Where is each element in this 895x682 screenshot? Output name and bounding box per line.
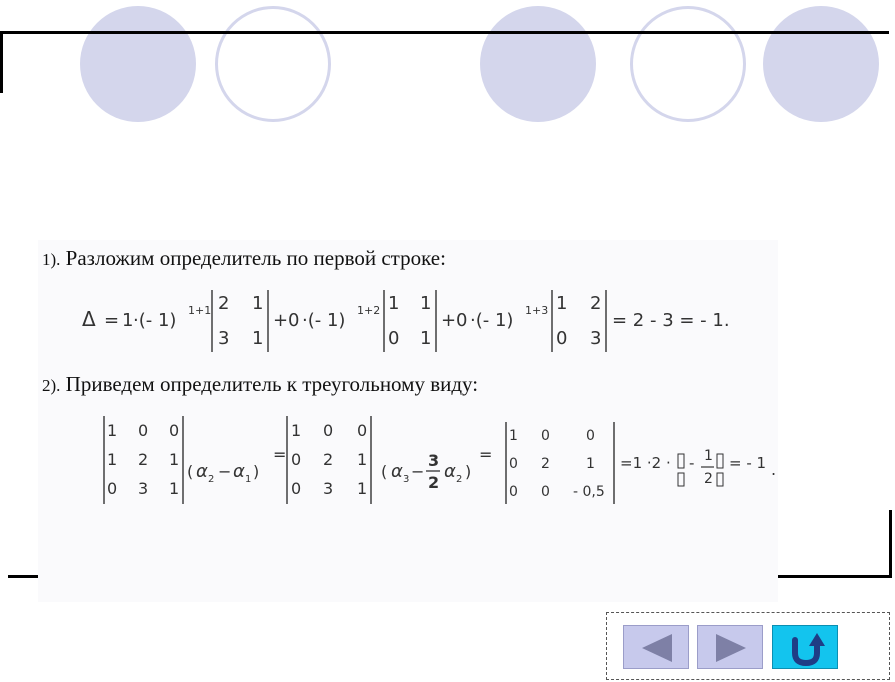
step-2-heading <box>42 372 478 397</box>
mB-12: 0 <box>323 421 334 440</box>
mC-21: 0 <box>509 456 518 472</box>
f1-result: = 2 - 3 = - 1. <box>612 310 730 331</box>
f1-coef-3: 0 <box>456 310 468 331</box>
decor-circle-4 <box>630 6 746 122</box>
f1-m2-11: 1 <box>388 293 400 314</box>
op1-minus: − <box>218 462 232 481</box>
mA-21: 1 <box>107 450 118 469</box>
mC-12: 0 <box>541 428 550 444</box>
mA-33: 1 <box>169 479 180 498</box>
f1-exp-2: 1+2 <box>357 304 381 317</box>
formula-1 <box>40 280 800 360</box>
mA-23: 1 <box>169 450 180 469</box>
bottom-right-tick <box>889 510 892 578</box>
return-button[interactable] <box>772 625 838 669</box>
triangle-right-icon <box>698 626 764 670</box>
next-slide-button[interactable] <box>697 625 763 669</box>
f1-exp-1: 1+1 <box>188 304 212 317</box>
op2-minus: − <box>411 462 425 481</box>
mA-13: 0 <box>169 421 180 440</box>
mB-13: 0 <box>357 421 368 440</box>
f1-m2-21: 0 <box>388 328 400 349</box>
step-2-text: Приведем определитель к треугольному виду: <box>65 372 479 396</box>
f1-m3-12: 2 <box>590 293 602 314</box>
f2-eq-2: = <box>479 445 493 464</box>
mB-21: 0 <box>291 450 302 469</box>
f1-m2-12: 1 <box>420 293 432 314</box>
f2-eq-1: = <box>273 445 287 464</box>
missing-glyph-box <box>717 473 723 486</box>
f2-frac-den: 2 <box>704 471 713 487</box>
f1-m3-22: 3 <box>590 328 602 349</box>
delta-symbol: Δ <box>82 307 96 331</box>
mB-11: 1 <box>291 421 302 440</box>
f2-period: . <box>771 460 777 479</box>
missing-glyph-box <box>678 454 684 468</box>
f2-frac-num: 1 <box>704 448 713 464</box>
mA-12: 0 <box>138 421 149 440</box>
op2-alpha-b: α <box>444 461 456 482</box>
mC-33: - 0,5 <box>573 484 605 500</box>
op2-sub-a: 3 <box>403 474 410 485</box>
mC-32: 0 <box>541 484 550 500</box>
mC-23: 1 <box>586 456 595 472</box>
mC-22: 2 <box>541 456 550 472</box>
op2-frac-den: 2 <box>428 473 440 492</box>
mA-32: 3 <box>138 479 149 498</box>
mC-13: 0 <box>586 428 595 444</box>
f1-coef-2: 0 <box>288 310 300 331</box>
op1-close: ) <box>253 462 260 481</box>
op2-frac-num: 3 <box>428 451 440 470</box>
mB-22: 2 <box>323 450 334 469</box>
op1-alpha-b: α <box>233 461 245 482</box>
f1-m3-21: 0 <box>556 328 568 349</box>
f1-plus-1: + <box>273 310 289 331</box>
mB-23: 1 <box>357 450 368 469</box>
op2-open: ( <box>381 462 388 481</box>
f1-op-3: ·(- 1) <box>470 310 514 331</box>
step-2-number: 2). <box>42 376 61 395</box>
f1-eq: = <box>104 310 120 331</box>
f1-m3-11: 1 <box>556 293 568 314</box>
op1-sub-b: 1 <box>245 474 252 485</box>
mA-31: 0 <box>107 479 118 498</box>
decor-circle-3 <box>480 6 596 122</box>
decor-circle-1 <box>80 6 196 122</box>
step-1-text: Разложим определитель по первой строке: <box>65 246 446 270</box>
step-1-heading <box>42 246 446 271</box>
mC-31: 0 <box>509 484 518 500</box>
mA-22: 2 <box>138 450 149 469</box>
missing-glyph-box <box>717 454 723 468</box>
f1-m1-11: 2 <box>218 293 230 314</box>
f1-m1-12: 1 <box>252 293 264 314</box>
f1-exp-3: 1+3 <box>525 304 549 317</box>
top-rule <box>0 31 889 34</box>
f1-op-1: ·(- 1) <box>133 310 177 331</box>
return-u-arrow-icon <box>773 626 839 670</box>
mB-33: 1 <box>357 479 368 498</box>
formula-2 <box>95 412 795 512</box>
triangle-left-icon <box>624 626 690 670</box>
f2-result-minus: - <box>689 454 695 472</box>
top-left-tick <box>0 31 3 93</box>
op2-sub-b: 2 <box>456 474 463 485</box>
f1-coef-1: 1 <box>122 310 134 331</box>
mB-32: 3 <box>323 479 334 498</box>
f1-op-2: ·(- 1) <box>302 310 346 331</box>
f1-m1-22: 1 <box>252 328 264 349</box>
decor-circle-5 <box>763 6 879 122</box>
mB-31: 0 <box>291 479 302 498</box>
op1-open: ( <box>187 462 194 481</box>
previous-slide-button[interactable] <box>623 625 689 669</box>
step-1-number: 1). <box>42 250 61 269</box>
f2-result-end: = - 1 <box>729 454 767 472</box>
decor-circle-2 <box>215 6 331 122</box>
f1-m2-22: 1 <box>420 328 432 349</box>
mA-11: 1 <box>107 421 118 440</box>
missing-glyph-box <box>678 473 684 486</box>
op1-sub-a: 2 <box>208 474 215 485</box>
f1-m1-21: 3 <box>218 328 230 349</box>
mC-11: 1 <box>509 428 518 444</box>
f1-plus-2: + <box>441 310 457 331</box>
op2-alpha-a: α <box>391 461 403 482</box>
op2-close: ) <box>465 462 472 481</box>
op1-alpha-a: α <box>196 461 208 482</box>
f2-result-start: =1 ·2 · <box>620 454 671 472</box>
